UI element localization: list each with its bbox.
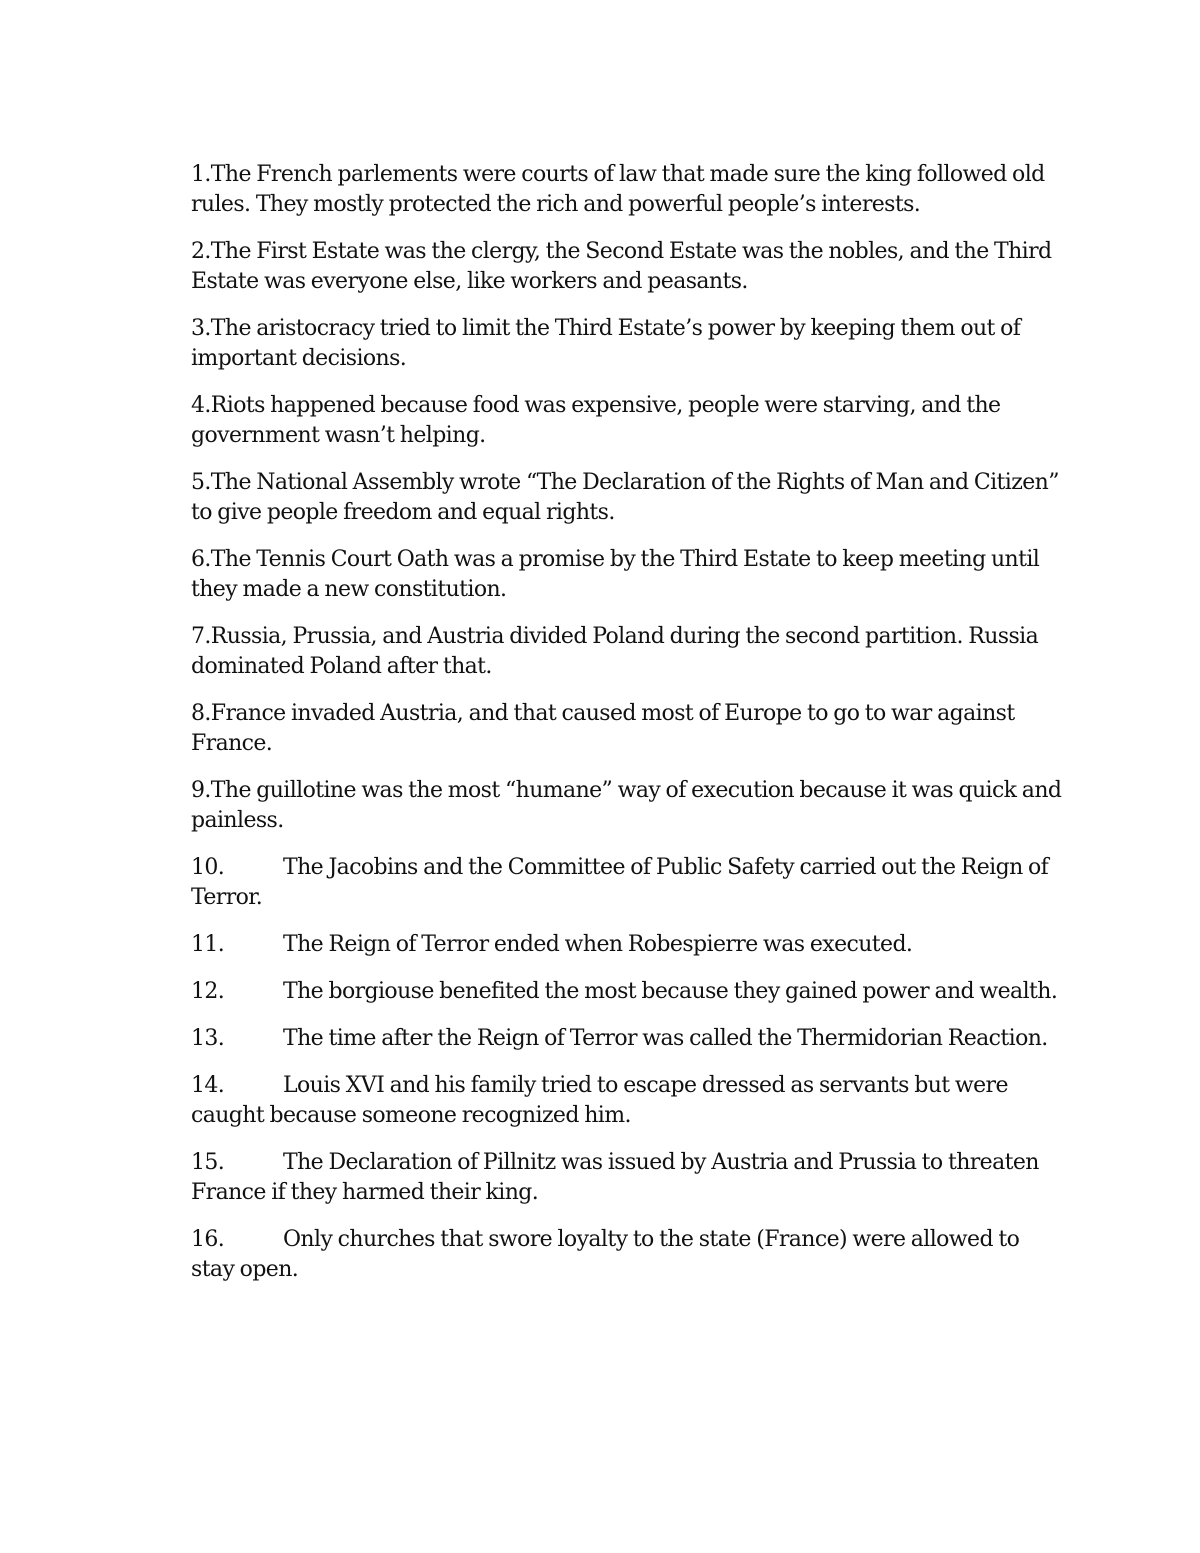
list-item-10 <box>191 853 1063 913</box>
list-item-12 <box>191 977 1063 1007</box>
item-text: The Reign of Terror ended when Robespierre was executed. <box>283 932 913 957</box>
item-text: The National Assembly wrote “The Declaration of the Rights of Man and Citizen” to give people freedom and equal rights. <box>191 470 1059 525</box>
item-number: 16. <box>191 1227 225 1252</box>
item-text: France invaded Austria, and that caused most of Europe to go to war against France. <box>191 701 1015 756</box>
item-text: The Tennis Court Oath was a promise by the Third Estate to keep meeting until they made a new constitution. <box>191 547 1040 602</box>
item-number: 10. <box>191 855 225 880</box>
item-text: Russia, Prussia, and Austria divided Poland during the second partition. Russia dominated Poland after that. <box>191 624 1039 679</box>
item-number: 7. <box>191 624 211 649</box>
item-number: 9. <box>191 778 211 803</box>
item-number: 11. <box>191 932 225 957</box>
item-text: The guillotine was the most “humane” way of execution because it was quick and painless. <box>191 778 1062 833</box>
item-number: 13. <box>191 1026 225 1051</box>
item-number: 5. <box>191 470 211 495</box>
list-item-3 <box>191 314 1063 374</box>
item-number: 4. <box>191 393 211 418</box>
list-item-11 <box>191 930 1063 960</box>
list-item-14 <box>191 1071 1063 1131</box>
item-text: The First Estate was the clergy, the Second Estate was the nobles, and the Third Estate was everyone else, like workers and peasants. <box>191 239 1052 294</box>
item-number: 6. <box>191 547 211 572</box>
item-text: The French parlements were courts of law that made sure the king followed old rules. They mostly protected the rich and powerful people’s interests. <box>191 162 1045 217</box>
item-text: The aristocracy tried to limit the Third Estate’s power by keeping them out of important decisions. <box>191 316 1021 371</box>
item-text: The time after the Reign of Terror was called the Thermidorian Reaction. <box>283 1026 1048 1051</box>
document-body <box>191 160 1063 1302</box>
item-text: Riots happened because food was expensive, people were starving, and the government wasn’t helping. <box>191 393 1001 448</box>
item-text: Only churches that swore loyalty to the state (France) were allowed to stay open. <box>191 1227 1020 1282</box>
item-number: 3. <box>191 316 211 341</box>
item-number: 15. <box>191 1150 225 1175</box>
item-text: The Jacobins and the Committee of Public Safety carried out the Reign of Terror. <box>191 855 1049 910</box>
item-number: 12. <box>191 979 225 1004</box>
list-item-1 <box>191 160 1063 220</box>
list-item-6 <box>191 545 1063 605</box>
item-number: 1. <box>191 162 211 187</box>
list-item-8 <box>191 699 1063 759</box>
list-item-7 <box>191 622 1063 682</box>
list-item-5 <box>191 468 1063 528</box>
list-item-4 <box>191 391 1063 451</box>
list-item-16 <box>191 1225 1063 1285</box>
item-text: The borgiouse benefited the most because they gained power and wealth. <box>283 979 1058 1004</box>
list-item-13 <box>191 1024 1063 1054</box>
item-number: 14. <box>191 1073 225 1098</box>
item-text: The Declaration of Pillnitz was issued by Austria and Prussia to threaten France if they harmed their king. <box>191 1150 1039 1205</box>
list-item-2 <box>191 237 1063 297</box>
item-number: 2. <box>191 239 211 264</box>
item-number: 8. <box>191 701 211 726</box>
list-item-9 <box>191 776 1063 836</box>
list-item-15 <box>191 1148 1063 1208</box>
item-text: Louis XVI and his family tried to escape dressed as servants but were caught because someone recognized him. <box>191 1073 1008 1128</box>
